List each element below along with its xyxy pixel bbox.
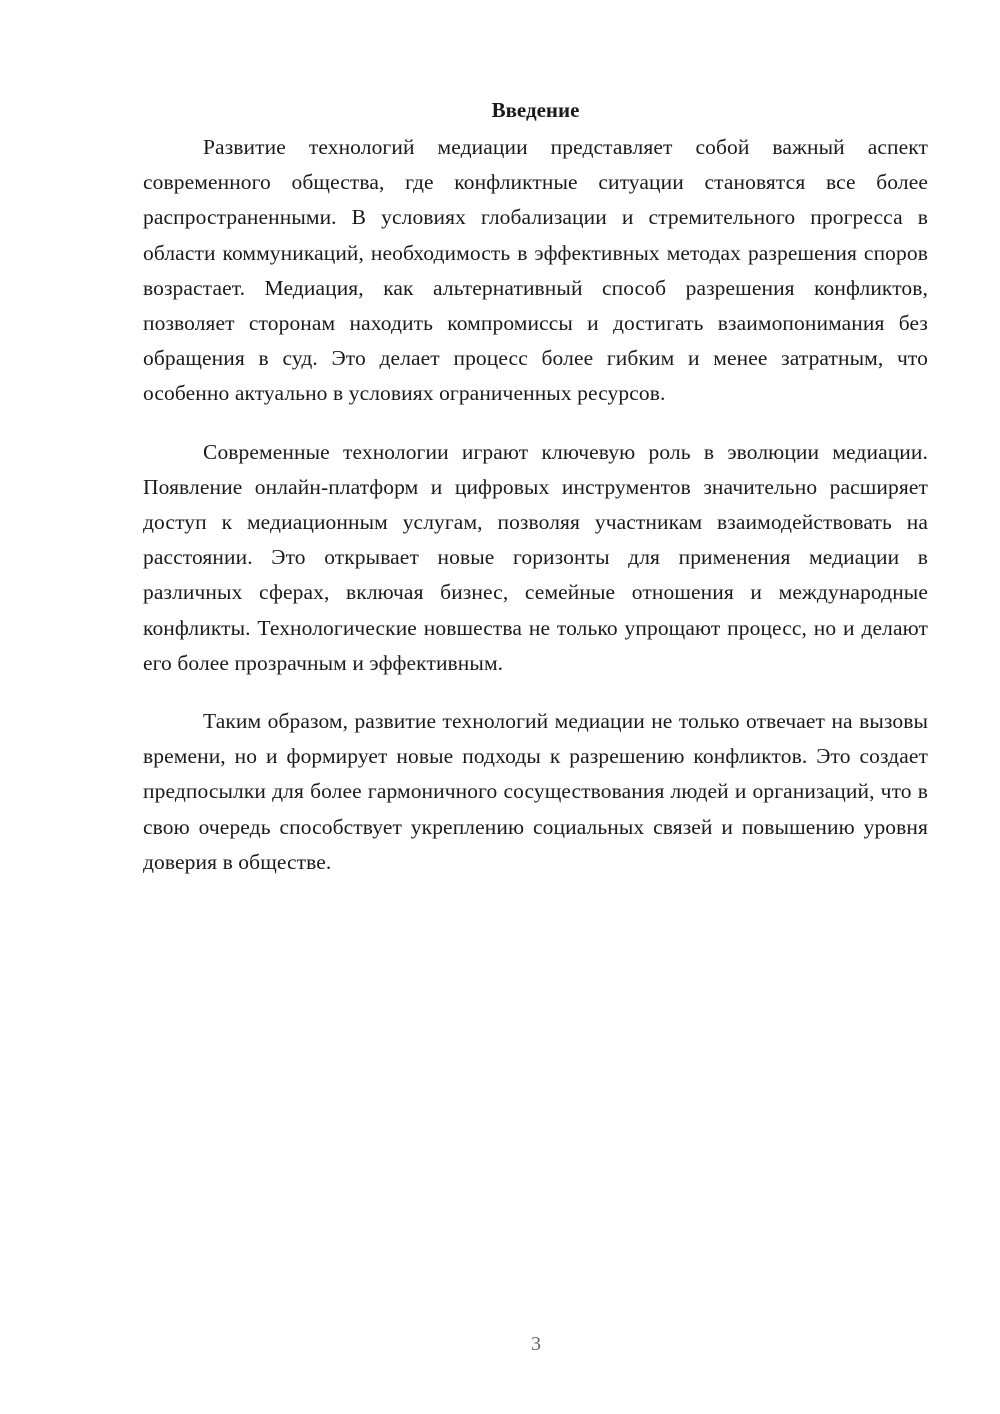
document-page <box>143 95 928 903</box>
page-number: 3 <box>531 1333 541 1355</box>
paragraph-1: Развитие технологий медиации представляет собой важный аспект современного общества, где конфликтные ситуации становятся все более распространенными. В условиях глобализации и стремительного прогресса в области коммуникаций, необходимость в эффективных методах разрешения споров возрастает. Медиация, как альтернативный способ разрешения конфликтов, позволяет сторонам находить компромиссы и достигать взаимопонимания без обращения в суд. Это делает процесс более гибким и менее затратным, что особенно актуально в условиях ограниченных ресурсов. <box>143 135 928 406</box>
section-title: Введение <box>491 98 580 122</box>
paragraph-3: Таким образом, развитие технологий медиации не только отвечает на вызовы времени, но и формирует новые подходы к разрешению конфликтов. Это создает предпосылки для более гармоничного сосуществования людей и организаций, что в свою очередь способствует укреплению социальных связей и повышению уровня доверия в обществе. <box>143 709 928 874</box>
paragraph-2: Современные технологии играют ключевую роль в эволюции медиации. Появление онлайн-платформ и цифровых инструментов значительно расширяет доступ к медиационным услугам, позволяя участникам взаимодействовать на расстоянии. Это открывает новые горизонты для применения медиации в различных сферах, включая бизнес, семейные отношения и международные конфликты. Технологические новшества не только упрощают процесс, но и делают его более прозрачным и эффективным. <box>143 439 928 675</box>
